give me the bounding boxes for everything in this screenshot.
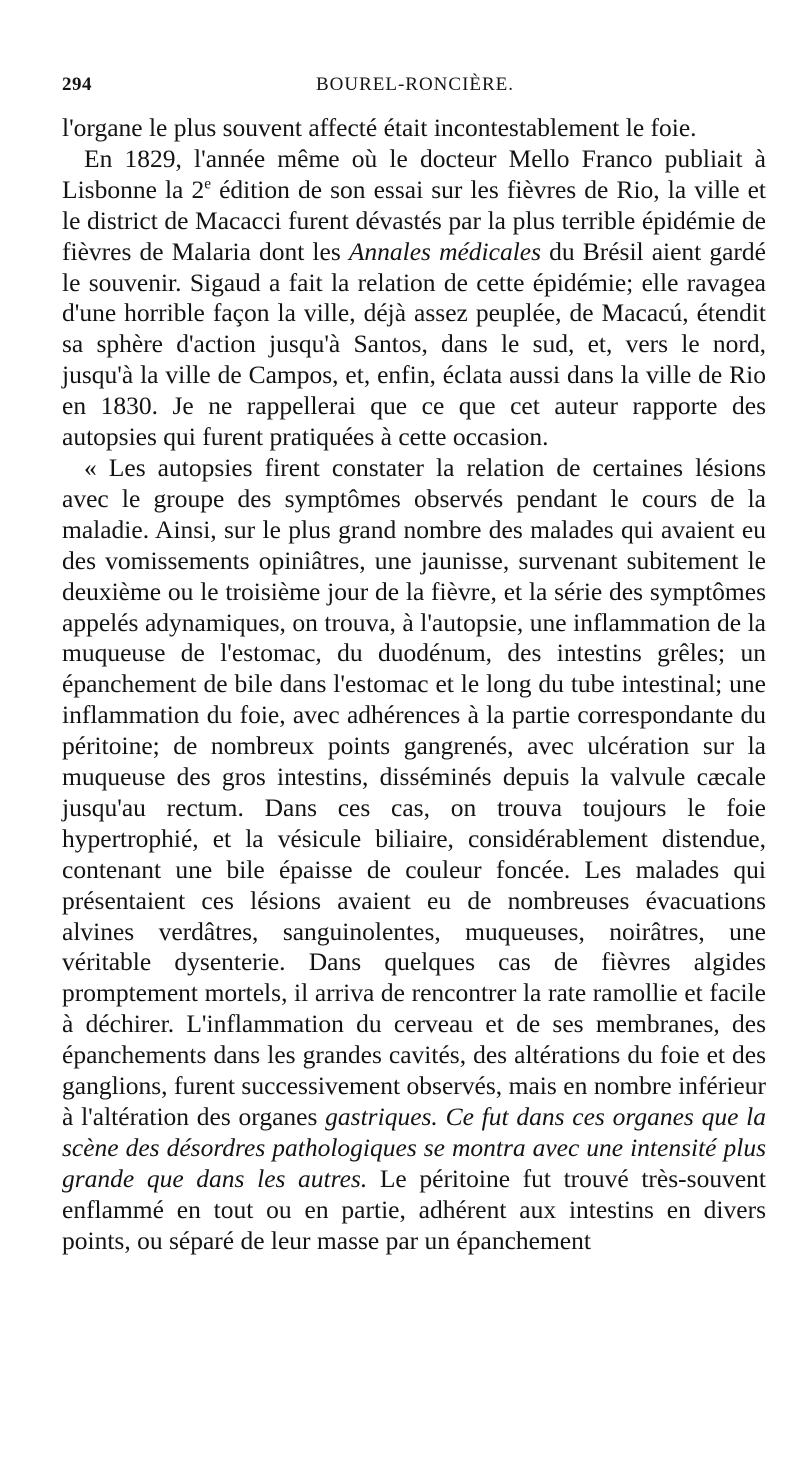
- running-title: BOUREL-RONCIÈRE.: [315, 74, 515, 95]
- paragraph-text: En 1829, l'année même où le docteur Mello Franco publiait à Lisbonne la 2: [62, 143, 766, 204]
- paragraph-text: l'organe le plus souvent affecté était incontestablement le foie.: [62, 113, 697, 142]
- page-header: [62, 74, 768, 104]
- italic-passage: gastriques. Ce fut dans ces organes que la scène des désordres pathologiques se montra avec une intensité plus grande que dans les autres.: [62, 1102, 766, 1193]
- body-text: [62, 113, 766, 1257]
- paragraph-continuation: [62, 113, 766, 144]
- paragraph-text: Le péritoine fut trouvé très-souvent enflammé en tout ou en partie, adhérent aux intestins en divers points, ou séparé de leur masse par un épanchement: [62, 1163, 766, 1255]
- italic-title: Annales médicales: [348, 236, 542, 266]
- paragraph-text: du Brésil aient gardé le souvenir. Sigaud a fait la relation de cette épidémie; elle ravagea d'une horrible façon la ville, déjà assez peuplée, de Macacú, étendit sa sphère d'action jusqu'à Santos, dans le sud, et, vers le nord, jusqu'à la ville de Campos, et, enfin, éclata aussi dans la ville de Rio en 1830. Je ne rappellerai que ce que cet auteur rapporte des autopsies qui furent pratiquées à cette occasion.: [62, 236, 766, 452]
- page-number: 294: [62, 74, 92, 95]
- paragraph-text: édition de son essai sur les fièvres de Rio, la ville et le district de Macacci furent dévastés par la plus terrible épidémie de fièvres de Malaria dont les: [62, 174, 766, 266]
- paragraph-text: « Les autopsies firent constater la relation de certaines lésions avec le groupe des symptômes observés pendant le cours de la maladie. Ainsi, sur le plus grand nombre des malades qui avaient eu des vomissements opiniâtres, une jaunisse, survenant subitement le deuxième ou le troisième jour de la fièvre, et la série des symptômes appelés adynamiques, on trouva, à l'autopsie, une inflammation de la muqueuse de l'estomac, du duodénum, des intestins grêles; un épanchement de bile dans l'estomac et le long du tube intestinal; une inflammation du foie, avec adhérences à la partie correspondante du péritoine; de nombreux points gangrenés, avec ulcération sur la muqueuse des gros intestins, disséminés depuis la valvule cæcale jusqu'au rectum. Dans ces cas, on trouva toujours le foie hypertrophié, et la vésicule biliaire, considérablement distendue, contenant une bile épaisse de couleur foncée. Les malades qui présentaient ces lésions avaient eu de nombreuses évacuations alvines verdâtres, sanguinolentes, muqueuses, noirâtres, une véritable dysenterie. Dans quelques cas de fièvres algides promptement mortels, il arriva de rencontrer la rate ramollie et facile à déchirer. L'inflammation du cerveau et de ses membranes, des épanchements dans les grandes cavités, des altérations du foie et des ganglions, furent successivement observés, mais en nombre inférieur à l'altération des organes: [62, 452, 766, 1131]
- superscript: e: [204, 175, 211, 193]
- paragraph-autopsies-quote: [62, 453, 766, 1257]
- paragraph-epidemic-1829: [62, 144, 766, 453]
